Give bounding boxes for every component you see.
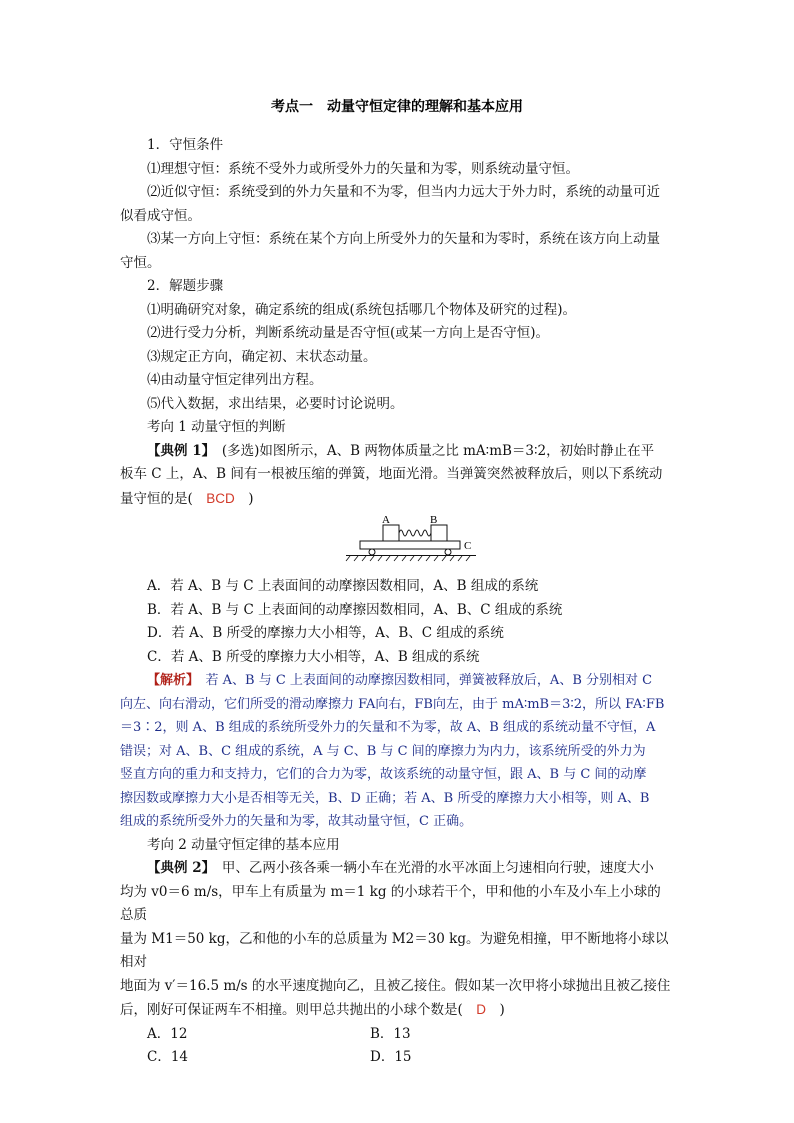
example-2-options-row1 [120, 1023, 672, 1047]
heading-solving-steps: 2．解题步骤 [147, 278, 224, 294]
explanation-line6: 擦因数或摩擦力大小是否相等无关，B、D 正确；若 A、B 所受的摩擦力大小相等，则 A、B [120, 790, 650, 806]
cart-c [360, 541, 460, 549]
example-2-option-a: A．12 [147, 1025, 188, 1042]
step-2: ⑵进行受力分析，判断系统动量是否守恒(或某一方向上是否守恒)。 [147, 325, 550, 341]
example-1-text1: (多选)如图所示，A、B 两物体质量之比 mA∶mB＝3∶2，初始时静止在平 [208, 442, 655, 459]
example-1-label: 【典例 1】 [147, 442, 209, 459]
explanation-line1: 【解析】 若 A、B 与 C 上表面间的动摩擦因数相同，弹簧被释放后，A、B 分别相对 C [147, 673, 653, 688]
example-2-line5: 后，刚好可保证两车不相撞。则甲总共抛出的小球个数是( D ) [120, 1002, 505, 1018]
topic-1-heading: 考向 1 动量守恒的判断 [147, 419, 286, 435]
content-body [120, 134, 672, 1070]
example-2-answer: D [476, 1002, 487, 1017]
explanation-label: 【解析】 [147, 673, 193, 688]
example-2-line3: 量为 M1＝50 kg，乙和他的小车的总质量为 M2＝30 kg。为避免相撞，甲不断地将小球以相对 [120, 930, 669, 970]
block-b [431, 525, 447, 541]
spring [399, 530, 431, 536]
figure-cart-spring [120, 511, 672, 575]
example-2-label: 【典例 2】 [147, 860, 209, 876]
example-2-option-b: B．13 [370, 1025, 411, 1042]
condition-approx-line2: 似看成守恒。 [120, 207, 201, 224]
wheel-left [369, 549, 375, 555]
explanation-line3: ＝3∶2，则 A、B 组成的系统所受外力的矢量和不为零，故 A、B 组成的系统动量不守恒，A [120, 720, 656, 735]
option-b: B．若 A、B 与 C 上表面间的动摩擦因数相同，A、B、C 组成的系统 [147, 601, 563, 618]
topic-2-heading: 考向 2 动量守恒定律的基本应用 [147, 836, 340, 853]
example-1-answer: BCD [206, 490, 235, 506]
example-2-options-row2 [120, 1046, 672, 1070]
section-title: 考点一 动量守恒定律的理解和基本应用 [271, 99, 523, 115]
step-1: ⑴明确研究对象，确定系统的组成(系统包括哪几个物体及研究的过程)。 [147, 301, 577, 318]
wheel-right [445, 549, 451, 555]
example-2-line2: 均为 v0＝6 m/s，甲车上有质量为 m＝1 kg 的小球若干个，甲和他的小车及小车上小球的总质 [120, 883, 661, 923]
step-4: ⑷由动量守恒定律列出方程。 [147, 372, 323, 388]
explanation-line4: 错误；对 A、B、C 组成的系统，A 与 C、B 与 C 间的摩擦力为内力，该系统所受的外力为 [120, 743, 646, 759]
block-a [383, 525, 399, 541]
step-3: ⑶规定正方向，确定初、末状态动量。 [147, 348, 377, 365]
condition-direction-line1: ⑶某一方向上守恒：系统在某个方向上所受外力的矢量和为零时，系统在该方向上动量 [147, 231, 660, 247]
ground-hatch [346, 556, 470, 561]
example-2-line1: 【典例 2】 甲、乙两小孩各乘一辆小车在光滑的水平冰面上匀速相向行驶，速度大小 [147, 860, 654, 876]
example-2-option-d: D．15 [370, 1049, 412, 1065]
cart-spring-diagram [120, 511, 672, 575]
condition-ideal: ⑴理想守恒：系统不受外力或所受外力的矢量和为零，则系统动量守恒。 [147, 160, 579, 177]
example-2-option-c: C．14 [147, 1049, 189, 1065]
example-1-line3: 量守恒的是( BCD ) [120, 490, 254, 507]
example-1-line1 [120, 440, 672, 464]
heading-conservation-conditions: 1．守恒条件 [147, 137, 224, 153]
explanation-line5: 竖直方向的重力和支持力，它们的合力为零，故该系统的动量守恒，跟 A、B 与 C 间的动摩 [120, 767, 647, 782]
label-a: A [382, 514, 390, 526]
example-1-line2: 板车 C 上，A、B 间有一根被压缩的弹簧，地面光滑。当弹簧突然被释放后，则以下系统动 [120, 466, 663, 482]
step-5: ⑸代入数据，求出结果，必要时讨论说明。 [147, 395, 404, 412]
condition-direction-line2: 守恒。 [120, 254, 161, 271]
label-b: B [430, 514, 438, 526]
label-c: C [464, 540, 472, 552]
option-d: D．若 A、B 所受的摩擦力大小相等，A、B、C 组成的系统 [147, 625, 504, 641]
condition-approx-line1: ⑵近似守恒：系统受到的外力矢量和不为零，但当内力远大于外力时，系统的动量可近 [147, 184, 660, 200]
explanation-line2: 向左、向右滑动，它们所受的滑动摩擦力 FA向右，FB向左，由于 mA∶mB＝3∶2，所以 FA∶FB [120, 696, 665, 712]
example-2-line4: 地面为 v′＝16.5 m/s 的水平速度抛向乙，且被乙接住。假如某一次甲将小球抛出且被乙接住 [120, 977, 671, 994]
explanation-line7: 组成的系统所受外力的矢量和为零，故其动量守恒，C 正确。 [120, 814, 473, 829]
option-a: A．若 A、B 与 C 上表面间的动摩擦因数相同，A、B 组成的系统 [147, 578, 539, 594]
option-c: C．若 A、B 所受的摩擦力大小相等，A、B 组成的系统 [147, 648, 480, 665]
